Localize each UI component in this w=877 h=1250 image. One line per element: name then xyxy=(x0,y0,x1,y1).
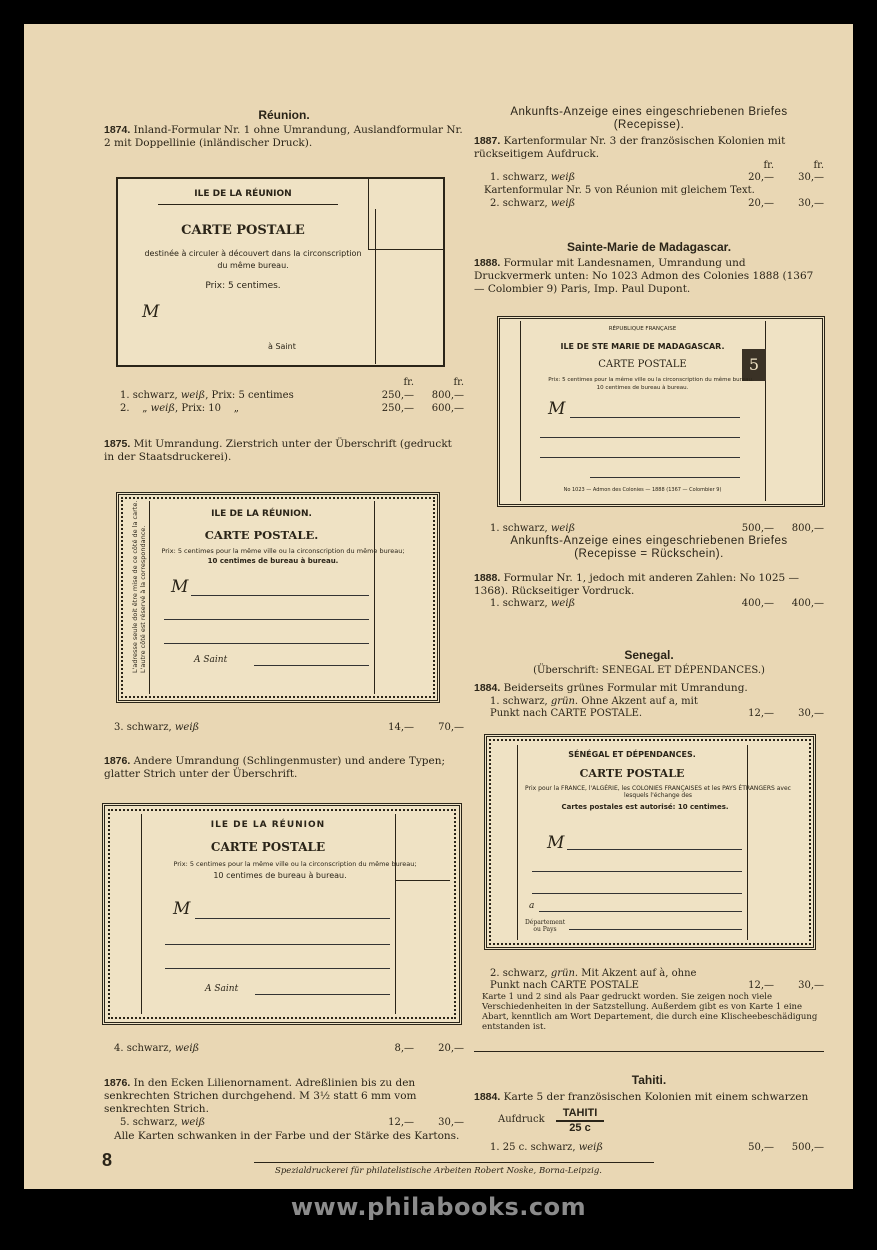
section-title-reunion: Réunion. xyxy=(258,108,310,122)
note-reunion: Alle Karten schwanken in der Farbe und der Stärke des Kartons. xyxy=(114,1130,460,1142)
entry-1884-b: 1884. Karte 5 der französischen Kolonien mit einem schwarzen xyxy=(474,1091,809,1103)
entry-1875: 1875. Mit Umrandung. Zierstrich unter der Überschrift (gedruckt in der Staatsdruckerei). xyxy=(104,438,452,463)
postcard-image-1888: 5 RÉPUBLIQUE FRANÇAISE ILE DE STE MARIE DE MADAGASCAR. CARTE POSTALE Prix: 5 centimes pour la même ville ou la circonscription du même bureau. 10 centimes de bureau à bureau. M No 1023 — Admon des Colonies — 1888 (1367 — Colombier 9) xyxy=(497,316,825,507)
note-senegal: Karte 1 und 2 sind als Paar gedruckt worden. Sie zeigen noch viele Verschiedenheiten in der Satzstellung. Außerdem gibt es von Karte 1 eine Abart, kenntlich am Wort Departement, die durch eine Klischeebeschädigung entstanden ist. xyxy=(482,992,818,1032)
footer-rule xyxy=(254,1162,654,1163)
aufdruck-label: Aufdruck xyxy=(498,1114,545,1125)
entry-text: Inland-Formular Nr. 1 ohne Umrandung, Auslandformular Nr. 2 mit Doppellinie (inländischer Druck). xyxy=(104,124,463,149)
price-row: 1. schwarz, weiß 500,— 800,— xyxy=(490,523,824,534)
watermark-url: www.philabooks.com xyxy=(290,1193,587,1221)
price-row: 1. schwarz, weiß 20,— 30,— xyxy=(490,172,824,183)
section-title-sainte-marie: Sainte-Marie de Madagascar. xyxy=(566,240,732,254)
catalog-page: Réunion. 1874. Inland-Formular Nr. 1 ohne Umrandung, Auslandformular Nr. 2 mit Doppellinie (inländischer Druck). ILE DE LA RÉUNION CARTE POSTALE destinée à circuler à découvert dans la circonscription du même bureau. Prix: 5 centimes. M à Saint fr. fr. 1. schwarz, weiß, Prix: 5 centimes 250,— 800,— 2. „ weiß, Prix: 10 „ 250,— 600,— 1875. Mit Umrandung. Zierstrich unter der Überschrift (gedruckt in der Staatsdruckerei). ILE DE LA RÉUNION. CARTE POSTALE. Prix: 5 centimes pour la même ville ou la circonscription du même bureau; 10 centimes de bureau à bureau. M A Saint L'adresse seule doit être mise de ce côté de la carte. L'autre côté est réservé à la correspondance. 3. schwarz, weiß 14,— 70,— 1876. Andere Umrandung (Schlingenmuster) und andere Typen; glatter Strich unter der Überschrift. ILE DE LA RÉUNION CARTE POSTALE Prix: 5 centimes pour la même ville ou la circonscription du même bureau; 10 centimes de bureau à bureau. M A Saint 4. schwarz, weiß 8,— 20,— 1876. In den Ecken Lilienornament. Adreßlinien bis zu den senkrechten Strichen durchgehend. M 3½ statt 6 mm vom senkrechten Strich. 5. schwarz, weiß 12,— 30,— Alle Karten schwanken in der Farbe und der Stärke des Kartons. 8 Ankunfts-Anzeige eines eingeschriebenen Briefes (Recepisse). 1887. Kartenformular Nr. 3 der französischen Kolonien mit rückseitigem Aufdruck. fr. fr. 1. schwarz, weiß 20,— 30,— Kartenformular Nr. 5 von Réunion mit gleichem Text. 2. schwarz, weiß 20,— 30,— Sainte-Marie de Madagascar. 1888. Formular mit Landesnamen, Umrandung und Druckvermerk unten: No 1023 Admon des Colonies 1888 (1367 — Colombier 9) Paris, Imp. Paul Dupont. 5 RÉPUBLIQUE FRANÇAISE ILE DE STE MARIE DE MADAGASCAR. CARTE POSTALE Prix: 5 centimes pour la même ville ou la circonscription du même bureau. 10 centimes de bureau à bureau. M No 1023 — Admon des Colonies — 1888 (1367 — Colombier 9) 1. schwarz, weiß 500,— 800,— Ankunfts-Anzeige eines eingeschriebenen Briefes (Recepisse = Rückschein). 1888. Formular Nr. 1, jedoch mit anderen Zahlen: No 1025 — 1368). Rückseitiger Vordruck. 1. schwarz, weiß 400,— 400,— Senegal. (Überschrift: SENEGAL ET DÉPENDANCES.) 1884. Beiderseits grünes Formular mit Umrandung. 1. schwarz, grün. Ohne Akzent auf a, mit Punkt nach CARTE POSTALE. 12,— 30,— SÉNÉGAL ET DÉPENDANCES. CARTE POSTALE Prix pour la FRANCE, l'ALGÉRIE, les COLONIES FRANÇAISES et les PAYS ÉTRANGERS avec lesquels l'échange des Cartes postales est autorisé: 10 centimes. M a Département ou Pays 2. schwarz, grün. Mit Akzent auf à, ohne Punkt nach CARTE POSTALE 12,— 30,— Karte 1 und 2 sind als Paar gedruckt worden. Sie zeigen noch viele Verschiedenheiten in der Satzstellung. Außerdem gibt es von Karte 1 eine Abart, kenntlich am Wort Departement, die durch eine Klischeebeschädigung entstanden ist. Tahiti. 1884. Karte 5 der französischen Kolonien mit einem schwarzen Aufdruck TAHITI 25 c 1. 25 c. schwarz, weiß 50,— 500,— Spezialdruckerei für philatelistische Arbeiten Robert Noske, Borna-Leipzig. xyxy=(24,24,853,1189)
entry-1876-a: 1876. Andere Umrandung (Schlingenmuster) und andere Typen; glatter Strich unter der Überschrift. xyxy=(104,755,446,780)
price-row: 1. 25 c. schwarz, weiß 50,— 500,— xyxy=(490,1142,824,1153)
entry-1888-a: 1888. Formular mit Landesnamen, Umrandung und Druckvermerk unten: No 1023 Admon des Colonies 1888 (1367 — Colombier 9) Paris, Imp. Paul Dupont. xyxy=(474,257,814,295)
heading-ankunfts-2: Ankunfts-Anzeige eines eingeschriebenen Briefes xyxy=(510,535,788,547)
postcard-image-1876: ILE DE LA RÉUNION CARTE POSTALE Prix: 5 centimes pour la même ville ou la circonscription du même bureau; 10 centimes de bureau à bureau. M A Saint xyxy=(102,803,462,1025)
price-row: 1. schwarz, grün. Ohne Akzent auf a, mit Punkt nach CARTE POSTALE. 12,— 30,— xyxy=(490,696,824,719)
price-row: 4. schwarz, weiß 8,— 20,— xyxy=(114,1043,464,1054)
printer-imprint: Spezialdruckerei für philatelistische Arbeiten Robert Noske, Borna-Leipzig. xyxy=(275,1166,602,1176)
heading-ankunfts-1-sub: (Recepisse). xyxy=(613,119,685,131)
stamp-imprint: 5 xyxy=(742,349,766,381)
card-text: destinée à circuler à découvert dans la circonscription xyxy=(144,249,362,258)
section-title-tahiti: Tahiti. xyxy=(631,1073,667,1087)
card-title: CARTE POSTALE xyxy=(181,223,305,238)
card-place: à Saint xyxy=(268,342,296,351)
section-divider xyxy=(474,1051,824,1052)
card-country: ILE DE LA RÉUNION xyxy=(194,189,292,199)
postcard-image-senegal: SÉNÉGAL ET DÉPENDANCES. CARTE POSTALE Prix pour la FRANCE, l'ALGÉRIE, les COLONIES FRANÇAISES et les PAYS ÉTRANGERS avec lesquels l'échange des Cartes postales est autorisé: 10 centimes. M a Département ou Pays xyxy=(484,734,816,950)
entry-1887: 1887. Kartenformular Nr. 3 der französischen Kolonien mit rückseitigem Aufdruck. xyxy=(474,135,786,160)
price-row: 2. schwarz, grün. Mit Akzent auf à, ohne Punkt nach CARTE POSTALE 12,— 30,— xyxy=(490,968,824,991)
overprint-sample: TAHITI 25 c xyxy=(556,1107,604,1135)
entry-1884-a: 1884. Beiderseits grünes Formular mit Umrandung. xyxy=(474,682,748,694)
section-subtitle-senegal: (Überschrift: SENEGAL ET DÉPENDANCES.) xyxy=(533,665,765,676)
entry-1888-b: 1888. Formular Nr. 1, jedoch mit anderen Zahlen: No 1025 — 1368). Rückseitiger Vordruck. xyxy=(474,572,800,597)
card-price: Prix: 5 centimes. xyxy=(205,281,281,291)
postcard-image-1874 xyxy=(116,177,445,367)
price-row: 5. schwarz, weiß 12,— 30,— xyxy=(120,1117,464,1128)
entry-1876-b: 1876. In den Ecken Lilienornament. Adreßlinien bis zu den senkrechten Strichen durchgehend. M 3½ statt 6 mm vom senkrechten Strich. xyxy=(104,1077,417,1115)
price-row: 2. schwarz, weiß 20,— 30,— xyxy=(490,198,824,209)
entry-number: 1874. xyxy=(104,124,131,136)
sub-text: Kartenformular Nr. 5 von Réunion mit gleichem Text. xyxy=(484,185,755,196)
heading-ankunfts-1: Ankunfts-Anzeige eines eingeschriebenen Briefes xyxy=(510,106,788,118)
card-text: du même bureau. xyxy=(217,261,289,270)
price-row: 3. schwarz, weiß 14,— 70,— xyxy=(114,722,464,733)
price-row: 2. „ weiß, Prix: 10 „ 250,— 600,— xyxy=(120,403,464,414)
postcard-image-1875: ILE DE LA RÉUNION. CARTE POSTALE. Prix: 5 centimes pour la même ville ou la circonscription du même bureau; 10 centimes de bureau à bureau. M A Saint L'adresse seule doit être mise de ce côté de la carte. L'autre côté est réservé à la correspondance. xyxy=(116,492,440,703)
heading-ankunfts-2-sub: (Recepisse = Rückschein). xyxy=(574,548,724,560)
entry-1874 xyxy=(104,124,464,150)
section-title-senegal: Senegal. xyxy=(624,648,674,662)
page-number: 8 xyxy=(102,1150,113,1170)
price-row: 1. schwarz, weiß, Prix: 5 centimes 250,— 800,— xyxy=(120,390,464,401)
price-row: 1. schwarz, weiß 400,— 400,— xyxy=(490,598,824,609)
card-addressee-mark: M xyxy=(142,302,160,322)
